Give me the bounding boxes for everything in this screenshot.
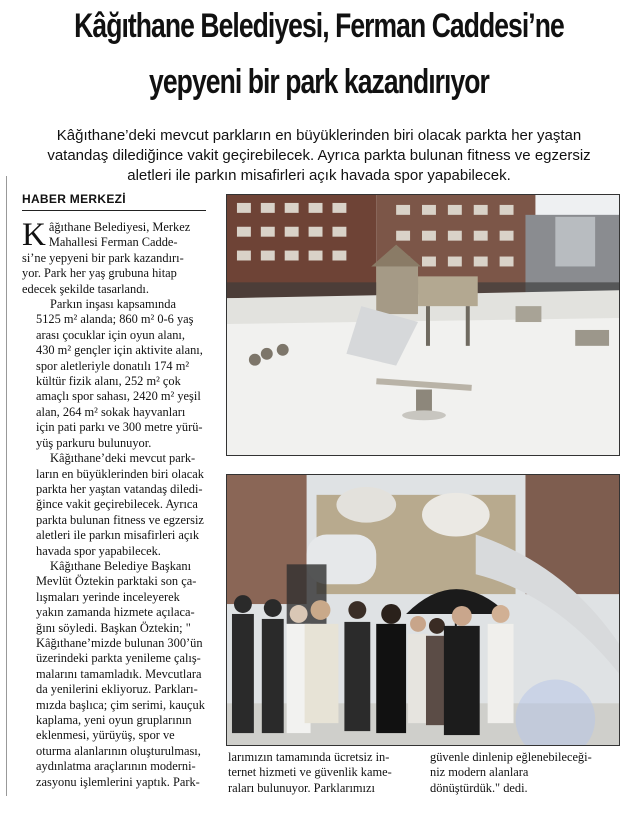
text-line: ğince vakit geçirebilecek. Ayrıca: [36, 497, 198, 512]
paragraph-mayor: [22, 559, 206, 790]
text-line: güvenle dinlenip eğlenebileceği-: [430, 750, 592, 764]
text-line: si’ne yepyeni bir park kazandırı-: [22, 250, 184, 265]
park-playground-image: [227, 195, 619, 455]
text-line: kaplama, yeni oyun gruplarının: [36, 713, 192, 727]
text-line: lışmaları yerinde inceleyerek: [36, 589, 180, 604]
article-column-right: [430, 750, 616, 796]
article-column-left: [22, 217, 206, 790]
text-line: Parkın inşası kapsamında: [50, 297, 176, 312]
text-line: kültür fizik alanı, 252 m² çok: [36, 374, 181, 389]
text-line: âğıthane Belediyesi, Merkez: [48, 220, 191, 234]
text-line: edecek şekilde tasarlandı.: [22, 281, 149, 296]
text-line: havada spor yapabilecek.: [36, 543, 161, 558]
text-line: ların en büyüklerinden biri olacak: [36, 466, 204, 481]
text-line: aydınlatma araçlarının moderni-: [36, 759, 196, 774]
text-line: 430 m² gençler için aktivite alanı,: [36, 343, 203, 358]
text-line: üzerindeki parkta yenileme çalış-: [36, 651, 201, 666]
text-line: larımızın tamamında ücretsiz in-: [228, 750, 390, 764]
drop-cap: K: [22, 217, 46, 253]
text-line: zasyonu işlemlerini yaptık. Park-: [36, 774, 200, 789]
text-line: parkta bulunan fitness ve egzersiz: [36, 512, 204, 527]
text-line: için pati parkı ve 300 metre yürü-: [36, 420, 203, 435]
text-line: spor aletleriyle donatılı 174 m²: [36, 358, 190, 373]
text-line: Kâğıthane’deki mevcut park-: [50, 451, 196, 466]
text-line: parkta her yaştan vatandaş diledi-: [36, 481, 203, 496]
text-line: Kâğıthane’mizde bulunan 300’ün: [36, 635, 203, 650]
text-line: raları bulunuyor. Parklarımızı: [228, 780, 375, 795]
text-line: ternet hizmeti ve güvenlik kame-: [228, 765, 392, 780]
paragraph-areas: [22, 297, 206, 451]
text-line: oturma alanlarının oluşturulması,: [36, 743, 201, 758]
text-line: eklenmesi, yürüyüş, spor ve: [36, 728, 175, 743]
text-line: alan, 264 m² sokak hayvanları: [36, 404, 186, 419]
page-fold-line: [6, 176, 7, 796]
park-photo-bottom: [226, 474, 620, 746]
text-line: Kâğıthane Belediye Başkanı: [50, 558, 192, 573]
lead-line: vatandaş dilediğince vakit geçirebilecek. Ayrıca parkta bulunan fitness ve egzersiz: [47, 147, 591, 164]
text-line: Mevlüt Öztekin parktaki son ça-: [36, 574, 197, 589]
text-line: yakın zamanda hizmete açılaca-: [36, 605, 195, 620]
lead-paragraph: [20, 126, 618, 186]
text-line: amaçlı spor sahası, 2420 m² yeşil: [36, 389, 201, 404]
park-photo-top: [226, 194, 620, 456]
text-line: mızda başlıca; çim serimi, kauçuk: [36, 697, 205, 712]
byline: HABER MERKEZİ: [22, 192, 206, 211]
text-line: dönüştürdük." dedi.: [430, 780, 528, 795]
text-line: 5125 m² alanda; 860 m² 0-6 yaş: [36, 312, 194, 327]
paragraph-intro: [22, 217, 206, 297]
text-line: niz modern alanlara: [430, 765, 529, 780]
text-line: yüş parkuru bulunuyor.: [36, 435, 152, 450]
text-line: arası çocuklar için oyun alanı,: [36, 327, 185, 342]
paragraph-visitors: [22, 451, 206, 559]
text-line: malarını tamamladık. Mevcutlara: [36, 666, 202, 681]
text-line: Mahallesi Ferman Cadde-: [48, 235, 178, 250]
text-line: ğını söyledi. Başkan Öztekin; ": [36, 620, 191, 635]
lead-line: Kâğıthane’deki mevcut parkların en büyüklerinden biri olacak parkta her yaştan: [56, 127, 582, 144]
text-line: da yenilerini ekliyoruz. Parkları-: [36, 682, 198, 697]
text-line: yor. Park her yaş grubuna hitap: [22, 266, 177, 281]
lead-line: aletleri ile parkın misafirleri açık havada spor yapabilecek.: [127, 167, 511, 184]
headline-line-2: yepyeni bir park kazandırıyor: [149, 63, 489, 101]
article-column-middle: [228, 750, 418, 796]
text-line: aletleri ile parkın misafirleri açık: [36, 528, 200, 543]
headline-line-1: Kâğıthane Belediyesi, Ferman Caddesi’ne: [74, 7, 564, 45]
officials-visit-image: [227, 475, 619, 745]
